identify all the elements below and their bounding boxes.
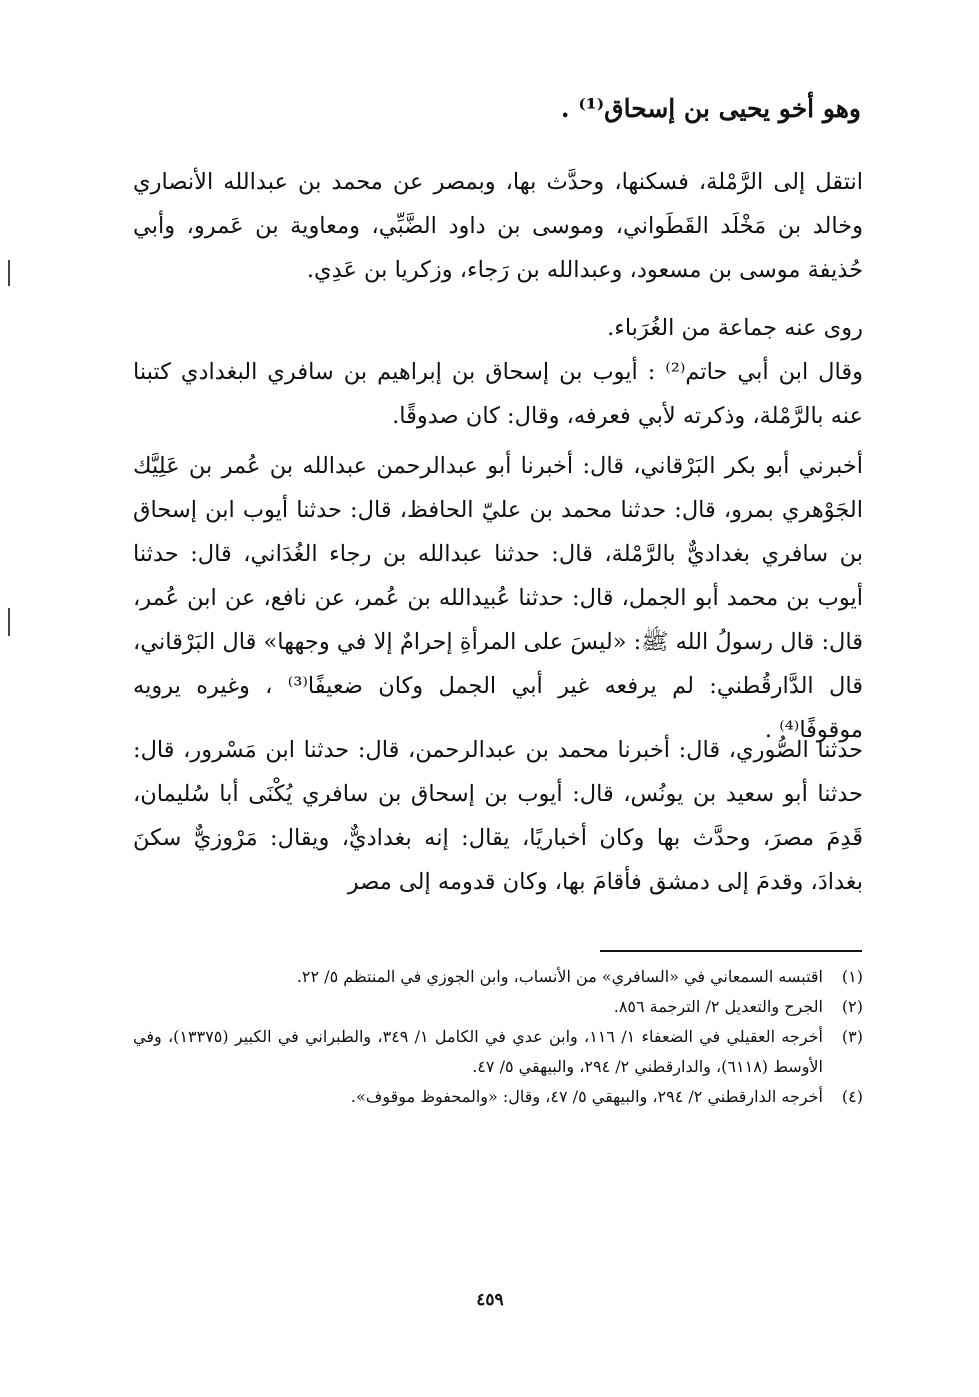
footnotes: [133, 962, 863, 1112]
footnote-item: [133, 1022, 863, 1082]
paragraph-hadith-chain: أخبرني أبو بكر البَرْقاني، قال: أخبرنا أبو عبدالرحمن عبدالله بن عُمر بن عَلِيَّك الجَوْهري بمرو، قال: حدثنا محمد بن عليّ الحافظ، قال: حدثنا أيوب ابن إسحاق بن سافري بغداديٌّ بالرَّمْلة، قال: حدثنا عبدالله بن رجاء الغُدَاني، قال: حدثنا أيوب بن محمد أبو الجمل، قال: حدثنا عُبيدالله بن عُمر، عن نافع، عن ابن عُمر، قال: قال رسولُ الله ﷺ: «ليسَ على المرأةِ إحرامٌ إلا في وجهها» قال البَرْقاني، قال الدَّارقُطني: لم يرفعه غير أبي الجمل وكان ضعيفًا⁽³⁾ ، وغيره يرويه موقوفًا⁽⁴⁾ .: [133, 453, 863, 743]
footnote-number: (٢): [841, 997, 863, 1016]
paragraph-ibn-yunus: حدثنا الصُّوري، قال: أخبرنا محمد بن عبدالرحمن، قال: حدثنا ابن مَسْرور، قال: حدثنا أبو سعيد بن يونُس، قال: أيوب بن إسحاق بن سافري يُكْنَى أبا سُليمان، قَدِمَ مصرَ، وحدَّث بها وكان أخباريًا، يقال: إنه بغداديٌّ، ويقال: مَرْوزيٌّ سكنَ بغدادَ، وقدمَ إلى دمشق فأقامَ بها، وكان قدومه إلى مصر: [133, 737, 863, 895]
footnote-number: (٣): [841, 1027, 863, 1046]
paragraph-biography: انتقل إلى الرَّمْلة، فسكنها، وحدَّث بها، وبمصر عن محمد بن عبدالله الأنصاري وخالد بن مَخْلَد القَطَواني، وموسى بن داود الضَّبِّي، ومعاوية بن عَمرو، وأبي حُذيفة موسى بن مسعود، وعبدالله بن رَجاء، وزكريا بن عَدِي.: [133, 169, 863, 283]
scan-margin-mark: [8, 608, 10, 636]
footnote-number: (١): [841, 967, 863, 986]
scan-margin-mark: [8, 260, 10, 286]
continuation-heading: وهو أخو يحيى بن إسحاق⁽¹⁾ .: [560, 94, 861, 123]
paragraph-ibn-abi-hatim: وقال ابن أبي حاتم⁽²⁾ : أيوب بن إسحاق بن إبراهيم بن سافري البغدادي كتبنا عنه بالرَّمْلة، وذكرته لأبي فعرفه، وقال: كان صدوقًا.: [133, 359, 864, 429]
footnote-separator: [600, 950, 862, 952]
footnote-item: [133, 962, 863, 992]
footnote-item: [133, 1082, 863, 1112]
footnote-text: اقتبسه السمعاني في «السافري» من الأنساب، وابن الجوزي في المنتظم ٥/ ٢٢.: [296, 967, 823, 986]
footnote-text: أخرجه الدارقطني ٢/ ٢٩٤، والبيهقي ٥/ ٤٧، وقال: «والمحفوظ موقوف».: [350, 1087, 823, 1106]
footnote-text: أخرجه العقيلي في الضعفاء ١/ ١١٦، وابن عدي في الكامل ١/ ٣٤٩، والطبراني في الكبير (١٣٣٧٥)، وفي الأوسط (٦١١٨)، والدارقطني ٢/ ٢٩٤، والبيهقي ٥/ ٤٧.: [133, 1027, 823, 1076]
footnote-number: (٤): [841, 1087, 863, 1106]
paragraph-narrators: روى عنه جماعة من الغُرَباء.: [607, 315, 863, 341]
page-number: ٤٥٩: [476, 1290, 504, 1310]
footnote-item: [133, 992, 863, 1022]
footnote-text: الجرح والتعديل ٢/ الترجمة ٨٥٦.: [613, 997, 823, 1016]
